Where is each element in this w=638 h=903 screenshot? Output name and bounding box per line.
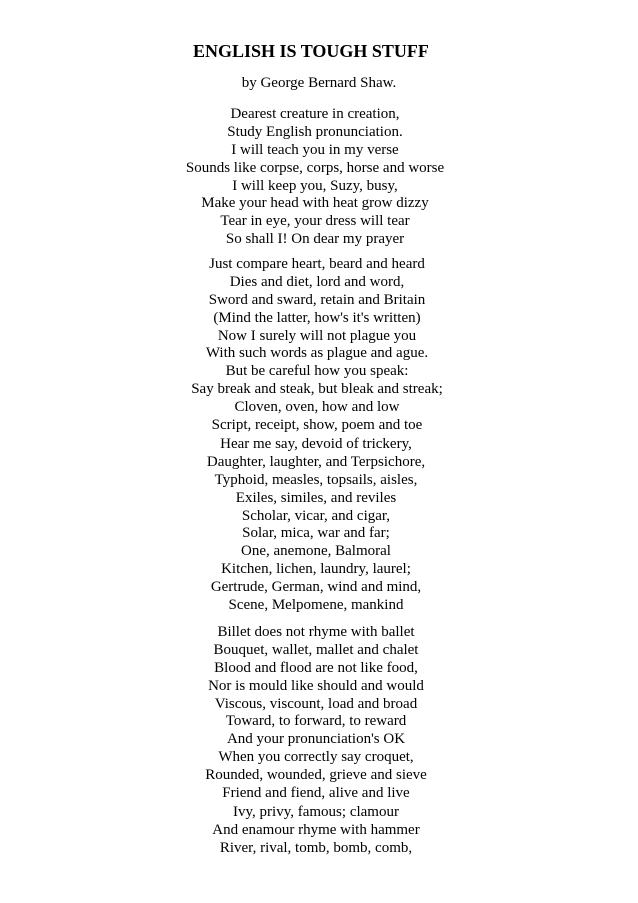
poem-line: Scene, Melpomene, mankind <box>228 597 404 614</box>
poem-line: Typhoid, measles, topsails, aisles, <box>214 471 418 488</box>
poem-line: Bouquet, wallet, mallet and chalet <box>213 641 419 658</box>
poem-line: Scholar, vicar, and cigar, <box>241 507 391 524</box>
poem-line: And enamour rhyme with hammer <box>212 821 420 838</box>
poem-line: Nor is mould like should and would <box>208 677 424 694</box>
poem-line: Solar, mica, war and far; <box>242 525 390 542</box>
poem-title: ENGLISH IS TOUGH STUFF <box>193 41 429 61</box>
poem-line: And your pronunciation's OK <box>226 731 406 748</box>
poem-line: Now I surely will not plague you <box>217 327 417 344</box>
poem-line: Study English pronunciation. <box>227 123 403 140</box>
poem-line: Viscous, viscount, load and broad <box>214 695 418 712</box>
poem-line: (Mind the latter, how's it's written) <box>213 309 421 326</box>
poem-line: Blood and flood are not like food, <box>214 659 418 676</box>
poem-line: Hear me say, devoid of trickery, <box>220 436 412 452</box>
poem-line: Toward, to forward, to reward <box>225 713 407 730</box>
poem-line: Friend and fiend, alive and live <box>222 785 410 802</box>
poem-line: Ivy, privy, famous; clamour <box>233 804 399 820</box>
poem-line: Billet does not rhyme with ballet <box>217 624 415 640</box>
poem-line: When you correctly say croquet, <box>218 749 414 766</box>
poem-line: Exiles, similes, and reviles <box>235 489 397 506</box>
poem-line: River, rival, tomb, bomb, comb, <box>219 839 413 856</box>
poem-line: Just compare heart, beard and heard <box>209 256 425 272</box>
poem-line: Dearest creature in creation, <box>230 106 400 122</box>
poem-line: Daughter, laughter, and Terpsichore, <box>206 453 426 470</box>
poem-line: Cloven, oven, how and low <box>234 399 400 416</box>
poem-line: Sword and sward, retain and Britain <box>208 291 426 308</box>
poem-line: I will teach you in my verse <box>231 141 399 158</box>
stanza-2 <box>0 256 636 435</box>
poem-line: With such words as plague and ague. <box>205 345 429 362</box>
poem-line: Kitchen, lichen, laundry, laurel; <box>221 561 411 578</box>
poem-line: Rounded, wounded, grieve and sieve <box>205 767 427 784</box>
poem-line: Script, receipt, show, poem and toe <box>211 417 423 434</box>
poem-line: So shall I! On dear my prayer <box>225 231 405 248</box>
poem-line: Sounds like corpse, corps, horse and worse <box>185 159 445 176</box>
stanza-4 <box>0 624 635 803</box>
poem-line: One, anemone, Balmoral <box>241 543 391 560</box>
poem-line: Gertrude, German, wind and mind, <box>210 579 422 596</box>
poem-line: Make your head with heat grow dizzy <box>201 195 429 212</box>
stanza-3 <box>0 436 635 615</box>
stanza-1 <box>0 106 634 249</box>
poem-line: But be careful how you speak: <box>225 363 409 380</box>
stanza-5 <box>0 804 635 858</box>
poem-line: I will keep you, Suzy, busy, <box>232 177 398 194</box>
poem-line: Dies and diet, lord and word, <box>229 273 405 290</box>
poem-byline: by George Bernard Shaw. <box>241 75 397 91</box>
poem-line: Tear in eye, your dress will tear <box>220 213 410 230</box>
poem-line: Say break and steak, but bleak and streak; <box>191 381 443 398</box>
